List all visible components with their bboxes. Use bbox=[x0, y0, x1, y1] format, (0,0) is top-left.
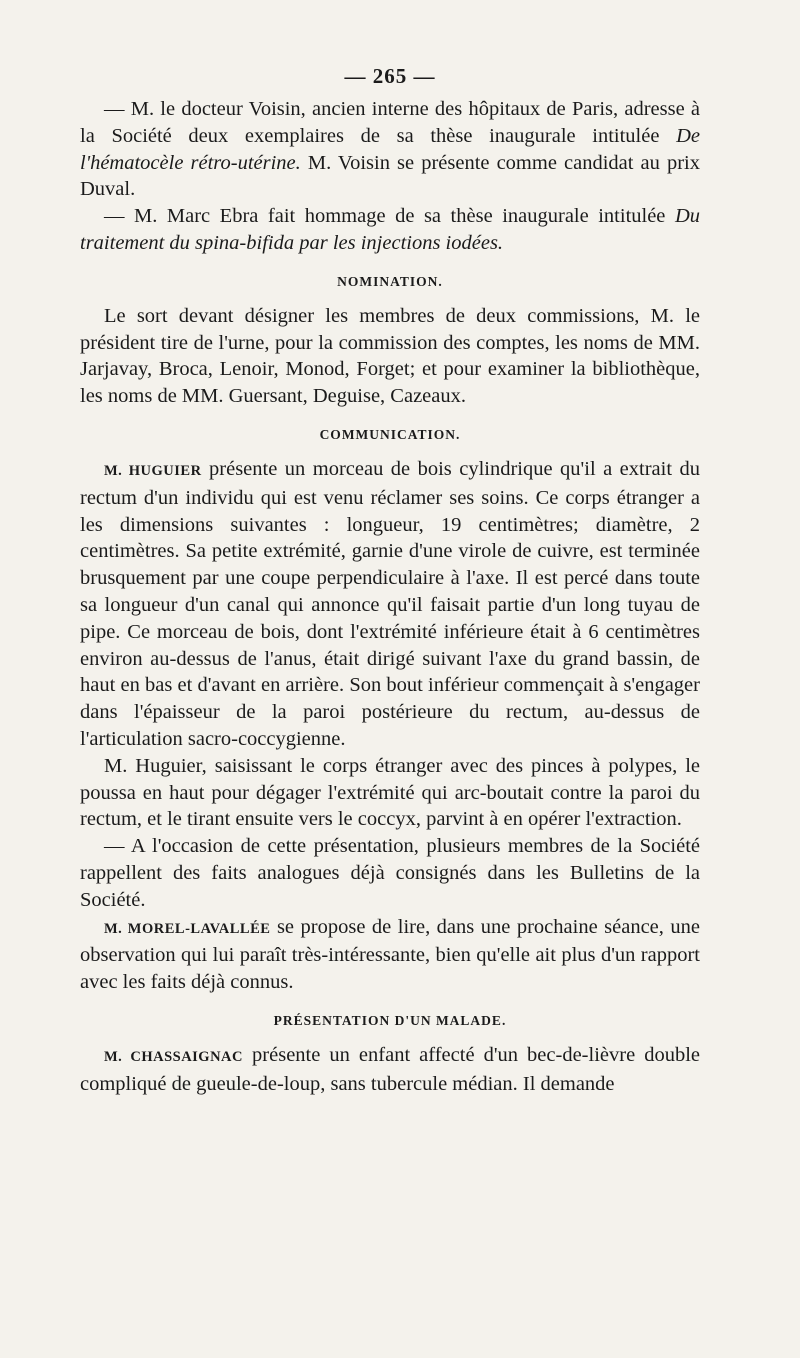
heading-presentation: PRÉSENTATION D'UN MALADE. bbox=[273, 1012, 507, 1028]
paragraph-nomination: Le sort devant désigner les membres de deux commissions, M. le président tire de l'urne, pour la commission des comptes, les noms de MM. Jarjavay, Broca, Lenoir, Monod, Forget; et pour examiner la bibliothèque, les noms de MM. Guersant, Deguise, Cazeaux. bbox=[80, 304, 700, 408]
heading-nomination: NOMINATION. bbox=[337, 273, 443, 289]
paragraph-ebra bbox=[80, 203, 700, 257]
paragraph-extraction: M. Huguier, saisissant le corps étranger avec des pinces à polypes, le poussa en haut pour dégager l'extrémité qui arc-boutait contre la paroi du rectum, et le tirant ensuite vers le coccyx, parvint à en opérer l'extraction. bbox=[80, 754, 700, 831]
paragraph-voisin-text-b: M. Voisin se présente comme candidat au prix Duval. bbox=[80, 151, 700, 201]
speaker-chassaignac: M. CHASSAIGNAC bbox=[104, 1048, 244, 1065]
page-number: — 265 — bbox=[344, 64, 436, 88]
paragraph-ebra-text: — M. Marc Ebra fait hommage de sa thèse inaugurale intitulée bbox=[104, 205, 675, 228]
paragraph-voisin-text-a: — M. le docteur Voisin, ancien interne des hôpitaux de Paris, adresse à la Société deux exemplaires de sa thèse inaugurale intitulée bbox=[80, 98, 700, 147]
paragraph-analogues: — A l'occasion de cette présentation, plusieurs membres de la Société rappellent des faits analogues déjà consignés dans les Bulletins de la Société. bbox=[80, 835, 700, 911]
paragraph-voisin bbox=[80, 96, 700, 203]
paragraph-chassaignac-text: présente un enfant affecté d'un bec-de-lièvre double compliqué de gueule-de-loup, sans tubercule médian. Il demande bbox=[80, 1043, 701, 1095]
paragraph-huguier bbox=[80, 456, 700, 753]
thesis-title-ebra: Du traitement du spina-bifida par les injections iodées. bbox=[80, 205, 700, 254]
speaker-morel-lavallee: M. MOREL-LAVALLÉE bbox=[104, 920, 271, 937]
thesis-title-voisin: De l'hématocèle rétro-utérine. bbox=[80, 124, 700, 174]
heading-communication: COMMUNICATION. bbox=[319, 426, 461, 442]
paragraph-morel-lavallee bbox=[80, 914, 700, 996]
speaker-huguier: M. HUGUIER bbox=[104, 462, 202, 479]
paragraph-morel-lavallee-text: se propose de lire, dans une prochaine séance, une observation qui lui paraît très-intéressante, bien qu'elle ait plus d'un rapport avec les faits déjà connus. bbox=[80, 915, 700, 994]
paragraph-chassaignac bbox=[80, 1042, 700, 1098]
paragraph-huguier-text: présente un morceau de bois cylindrique qu'il a extrait du rectum d'un individu qui est venu réclamer ses soins. Ce corps étranger a les dimensions suivantes : longueur, 19 centimètres; diamètre, 2 centimètres. Sa petite extrémité, garnie d'une virole de cuivre, est terminée brusquement par une coupe perpendiculaire à l'axe. Il est percé dans toute sa longueur d'un canal qui annonce qu'il faisait partie d'un long tuyau de pipe. Ce morceau de bois, dont l'extrémité inférieure était à 6 centimètres environ au-dessus de l'anus, était dirigé suivant l'axe du grand bassin, de haut en bas et d'avant en arrière. Son bout inférieur commençait à s'engager dans l'épaisseur de la paroi postérieure du rectum, au-dessus de l'articulation sacro-coccygienne. bbox=[80, 457, 700, 750]
